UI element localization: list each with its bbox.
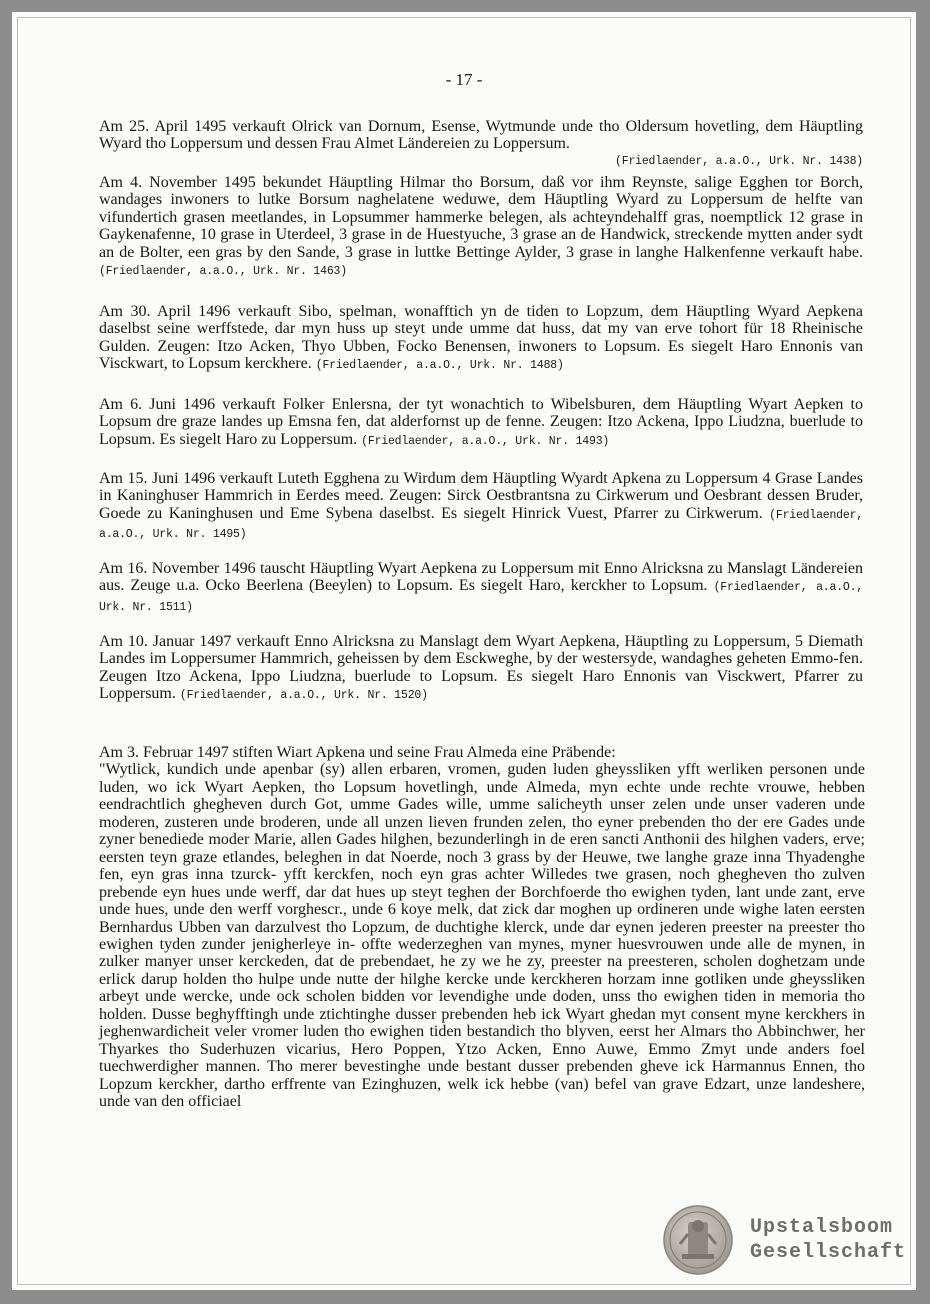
entry-text: Am 15. Juni 1496 verkauft Luteth Egghena zu Wirdum dem Häuptling Wyardt Apkena zu Loppersum 4 Grase Landes in Kaninghuser Hammrich in Eerdes meed. Zeugen: Sirck Oestbrantsna zu Cirkwerum und Oesbrant dessen Bruder, Goede zu Kaninghusen und Eme Sybena daselbst. Es siegelt Hinrick Vuest, Pfarrer zu Cirkwerum. [99,470,863,522]
endowment-entry [99,744,865,1111]
citation: (Friedlaender, a.a.O., Urk. Nr. 1438) [615,154,863,168]
citation: (Friedlaender, a.a.O., Urk. Nr. 1493) [361,434,610,448]
citation: (Friedlaender, a.a.O., Urk. Nr. 1495) [99,508,863,542]
society-logo [750,1215,906,1265]
charter-text: "Wytlick, kundich unde apenbar (sy) allen erbaren, vromen, guden luden gheyssliken yfft werliken personen unde luden, wo ick Wyart Aepken, tho Lopsum hovetlingh, unde Almeda, myn echte unde rechte vrouwe, hebben eendrachtlich ghegheven durch Got, umme Gades wille, umme salicheyth unser zelen unde unser vaderen unde moderen, zusteren unde broderen, unde all unzen lieven frunden zelen, tho eyner prebenden tho der ere Gades unde zyner benediede moder Marie, allen Gades hilghen, bezunderlingh in de eren sancti Anthonii des hilghen vaders, erve; eersten teyn graze etlandes, beleghen in dat Noerde, noch 3 grass by der Heuwe, twe langhe graze inna Thyadenghe fen, eyn gras inna tzurck- yfft kerckfen, noch eyn gras achter Willedes twe grasen, noch ghegheven tho zulven prebende eyn hues unde werff, dar dat hues up steyt teghen der Borchfoerde tho ewighen tyden, lant unde zant, erve unde hues, unde den werff vorghescr., unde 6 koye melk, dat zick dar moghen up ordineren unde wighe laten eersten Bernhardus Ubben van darzulvest tho Lopzum, de duchtighe klerck, unde dar eynen jederen preester na preester tho ewighen tyden zunder jenigherleye in- offte wederzeghen van mynes, myner huesvrouwen unde alle de mynen, in zulker manyer unser kerckeden, dat de prebendaet, he zy we he zy, preester na preesteren, scholen doghetzam unde erlick darup holden tho hulpe unde nutte der hilghe kercke unde kerckheren horzam inne gotliken unde gheyssliken arbeyt unde wercke, unde ock scholen bidden vor levendighe unde doden, unss tho ewighen tiden in memoria tho holden. Dusse beghyfftingh unde ztichtinghe dusser prebenden heb ick Wyart ghedan myt consent myne kerckhers in jeghenwardicheit veler vromer luden tho ewighen tiden bestandich tho blyven, eerst her Almars tho Abbinchwer, her Thyarkes tho Suderhuzen vicarius, Hero Poppen, Ytzo Acken, Enno Auwe, Emmo Zmyt unde anders foel tuechwerdigher mannen. Tho merer bevestinghe unde bestant dusser prebenden gheve ick Harmannus Ennen, tho Lopzum kerckher, dartho erffrente van Ezinghuzen, welk ick hebbe (van) befel van grave Edzart, unze landeshere, unde van den officiael [99,761,865,1111]
entry-5 [99,470,863,544]
citation: (Friedlaender, a.a.O., Urk. Nr. 1511) [99,581,864,614]
entry-text: Am 25. April 1495 verkauft Olrick van Dornum, Esense, Wytmunde unde tho Oldersum hovetling, dem Häuptling Wyard tho Loppersum und dessen Frau Almet Ländereien zu Loppersum. [99,118,863,153]
entry-3 [99,303,863,375]
entry-7 [99,633,863,705]
entry-intro: Am 3. Februar 1497 stiften Wiart Apkena und seine Frau Almeda eine Präbende: [99,744,616,761]
document-page [12,12,916,1290]
entry-4 [99,396,863,450]
entry-6 [99,560,863,616]
citation: (Friedlaender, a.a.O., Urk. Nr. 1488) [315,359,564,373]
entry-text: Am 10. Januar 1497 verkauft Enno Alricksna zu Manslagt dem Wyart Aepkena, Häuptling zu Loppersum, 5 Diemath Landes im Loppersumer Hammrich, geheissen by dem Esckweghe, by der westersyde, wandaghes geheten Emmo-fen. Zeugen Itzo Ackena, Ippo Liudzna, buerlude to Lopsum. Es siegelt Haro Ennonis van Visckwert, Pfarrer zu Loppersum. [99,633,863,703]
entry-2 [99,174,863,280]
entry-text: Am 16. November 1496 tauscht Häuptling Wyart Aepkena zu Loppersum mit Enno Alricksna zu Manslagt Ländereien aus. Zeuge u.a. Ocko Beerlena (Beeylen) to Lopsum. Es siegelt Haro, kerckher to Lopsum. [99,560,863,595]
citation: (Friedlaender, a.a.O., Urk. Nr. 1463) [99,265,347,279]
logo-line-2: Gesellschaft [750,1241,907,1264]
entry-text: Am 30. April 1496 verkauft Sibo, spelman, wonafftich yn de tiden to Lopzum, dem Häuptling Wyard Aepkena daselbst seine werffstede, dar myn huss up steyt unde umme dat huss, dat my van erve tohort für 18 Rheinische Gulden. Zeugen: Itzo Acken, Thyo Ubben, Focko Benensen, inwoners to Lopsum. Es siegelt Haro Ennonis van Visckwart, to Lopsum kerckhere. [99,303,863,373]
citation: (Friedlaender, a.a.O., Urk. Nr. 1520) [179,689,428,703]
page-number: - 17 - [445,70,483,89]
seal-emblem-icon [662,1204,734,1276]
entry-text: Am 6. Juni 1496 verkauft Folker Enlersna, der tyt wonachtich to Wibelsburen, dem Häuptling Wyart Aepken to Lopsum dre graze landes up Emsna fen, dat alderfornst up de fenne. Zeugen: Itzo Ackena, Ippo Liudzna, buerlude to Lopsum. Es siegelt Haro zu Loppersum. [99,396,863,448]
entry-text: Am 4. November 1495 bekundet Häuptling Hilmar tho Borsum, daß vor ihm Reynste, salige Egghen tor Borch, wandages inwoners to lutke Borsum naghelatene weduwe, dem Häuptling Wyard zu Loppersum de helfte van vifundertich grasen meetlandes, in Lopsummer hammerke belegen, als achteyndehalff gras, noemptlick 12 grase in Gaykenafenne, 10 grase in Uterdeel, 3 grase in de Huestyuche, 3 grase an de Handwick, streckende mytten ander sydt an de Bolter, een gras by den Sande, 3 grase in luttke Bettinge Aylder, 3 grase in langhe Halkenfenne verkauft habe. [99,174,863,261]
entry-1 [99,118,863,170]
logo-line-1: Upstalsboom [750,1216,894,1239]
